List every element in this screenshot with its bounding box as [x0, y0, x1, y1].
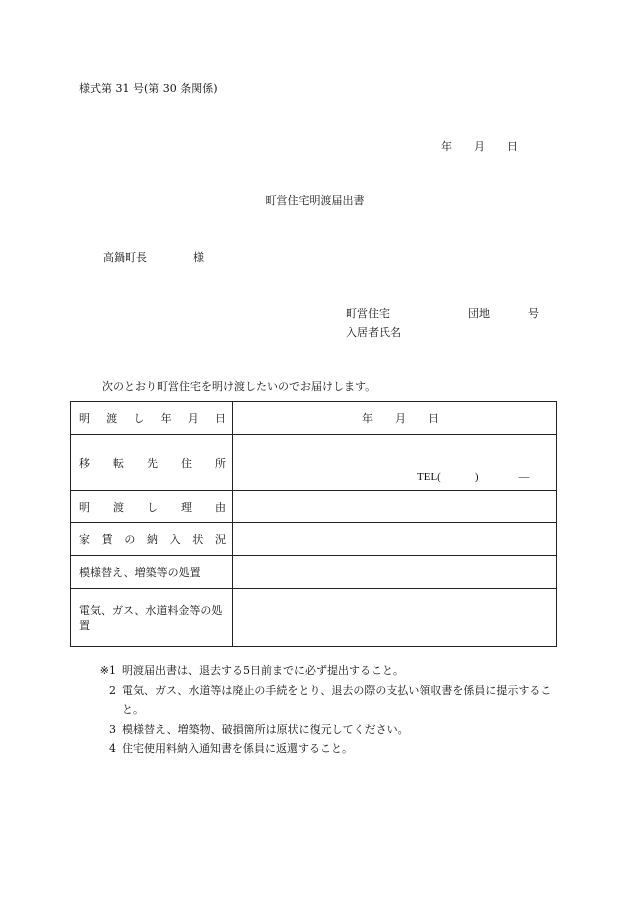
date-year-label: 年 [441, 140, 452, 153]
applicant-name-label: 入居者氏名 [346, 326, 401, 339]
new-address-label-char: 移 [79, 456, 90, 470]
addressee-name: 高鍋町長 [103, 251, 147, 264]
note-item: 2 電気、ガス、水道等は廃止の手続をとり、退去の際の支払い領収書を係員に提示すること。 [109, 683, 552, 716]
vacate-date-label-char: 明 [79, 412, 90, 425]
date-day-label: 日 [507, 140, 518, 153]
reason-label-char: し [147, 500, 158, 514]
field-reason[interactable] [233, 491, 557, 523]
rent-status-label-char: 況 [214, 533, 226, 546]
label-utilities: 電気、ガス、水道料金等の処置 [71, 589, 233, 647]
row-rent-status [71, 523, 557, 556]
rent-status-label-char: 家 [79, 533, 90, 546]
rent-status-label-char: 納 [146, 533, 158, 546]
reason-label-char: 由 [215, 500, 226, 514]
rent-status-label-char: 状 [192, 533, 204, 546]
housing-label: 町営住宅 [346, 307, 390, 320]
rent-status-label-char: の [124, 533, 136, 546]
rent-status-label-char: 賃 [101, 533, 113, 546]
field-rent-status[interactable] [233, 523, 557, 556]
label-new-address [71, 435, 233, 491]
vacate-day-label: 日 [428, 412, 439, 425]
vacate-date-label-char: 日 [214, 412, 226, 425]
field-remodel[interactable] [233, 556, 557, 589]
tel-dash: ― [518, 471, 530, 483]
field-new-address[interactable] [233, 435, 557, 491]
new-address-label-char: 転 [113, 456, 124, 470]
date-month-label: 月 [474, 140, 485, 153]
applicant-housing [346, 305, 539, 321]
number-label: 号 [528, 307, 539, 320]
note-item: 3 模様替え、増築物、破損箇所は原状に復元してください。 [109, 722, 409, 736]
intro-text: 次のとおり町営住宅を明け渡したいのでお届けします。 [102, 380, 377, 393]
rent-status-label-char: 入 [169, 533, 181, 546]
notes [88, 661, 558, 759]
new-address-label-char: 所 [215, 456, 226, 470]
row-remodel [71, 556, 557, 589]
vacate-date-label-char: 年 [160, 412, 172, 425]
vacate-form-table [70, 401, 557, 647]
complex-label: 団地 [468, 307, 490, 320]
row-reason [71, 491, 557, 523]
reason-label-char: 渡 [113, 500, 124, 514]
row-utilities [71, 589, 557, 647]
vacate-date-label-char: 月 [187, 412, 199, 425]
vacate-year-label: 年 [362, 412, 373, 425]
addressee-honorific: 様 [193, 251, 204, 264]
label-rent-status [71, 523, 233, 556]
addressee [103, 249, 204, 265]
label-reason [71, 491, 233, 523]
document-title: 町営住宅明渡届出書 [265, 194, 365, 207]
label-vacate-date [71, 402, 233, 435]
tel-label: TEL( [417, 471, 441, 483]
tel-paren-close: ) [474, 471, 479, 483]
note-item: 4 住宅使用料納入通知書を係員に返還すること。 [109, 742, 353, 755]
new-address-label-char: 先 [147, 456, 158, 470]
row-vacate-date [71, 402, 557, 435]
reason-label-char: 明 [79, 500, 90, 514]
label-remodel: 模様替え、増築等の処置 [71, 556, 233, 589]
tel-line [417, 471, 530, 483]
vacate-month-label: 月 [395, 412, 406, 425]
field-utilities[interactable] [233, 589, 557, 647]
note-item: ※1 明渡届出書は、退去する5日前までに必ず提出すること。 [99, 664, 404, 677]
submission-date [441, 138, 518, 154]
vacate-date-label-char: し [133, 412, 145, 425]
new-address-label-char: 住 [181, 456, 192, 470]
row-new-address [71, 435, 557, 491]
vacate-date-label-char: 渡 [106, 412, 118, 425]
reason-label-char: 理 [181, 500, 192, 514]
field-vacate-date[interactable] [233, 402, 557, 435]
form-number: 様式第 31 号(第 30 条関係) [79, 82, 218, 95]
